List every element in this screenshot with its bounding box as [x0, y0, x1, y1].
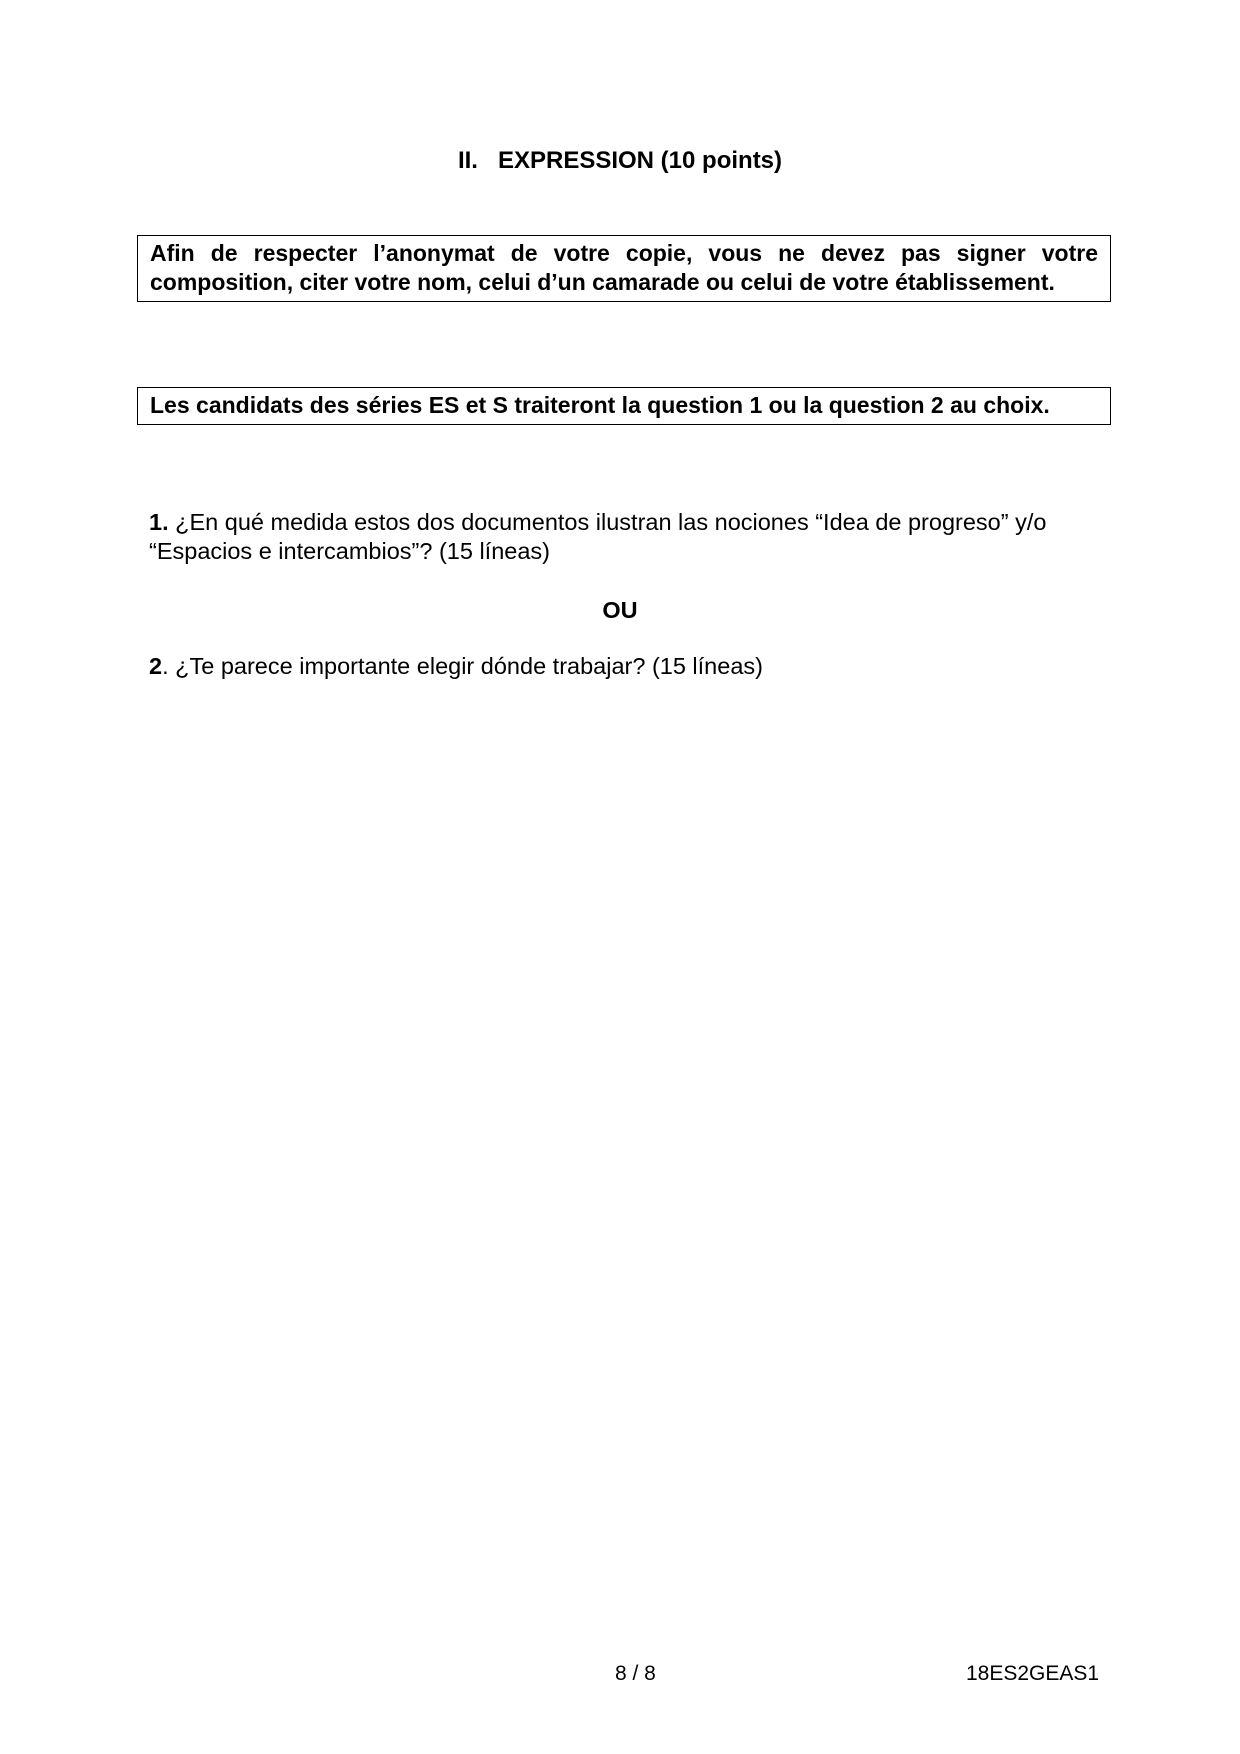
or-separator: OU [602, 597, 638, 623]
page-number: 8 / 8 [615, 1662, 656, 1685]
section-heading [0, 146, 1240, 176]
question-1-number: 1. [149, 509, 169, 535]
anonymity-notice: Afin de respecter l’anonymat de votre copie, vous ne devez pas signer votre composition, citer votre nom, celui d’un camarade ou celui de votre établissement. [137, 235, 1111, 302]
question-2-number: 2 [149, 653, 163, 679]
question-1 [149, 508, 1089, 566]
document-code: 18ES2GEAS1 [966, 1662, 1100, 1685]
choice-notice: Les candidats des séries ES et S traiteront la question 1 ou la question 2 au choix. [137, 387, 1111, 425]
question-1-text: ¿En qué medida estos dos documentos ilustran las nociones “Idea de progreso” y/o “Espacios e intercambios”? (15 líneas) [149, 509, 1047, 564]
section-number: II. [457, 147, 478, 174]
question-2-text: . ¿Te parece importante elegir dónde trabajar? (15 líneas) [162, 653, 763, 679]
question-2 [149, 652, 1089, 681]
section-title: EXPRESSION (10 points) [497, 147, 783, 174]
